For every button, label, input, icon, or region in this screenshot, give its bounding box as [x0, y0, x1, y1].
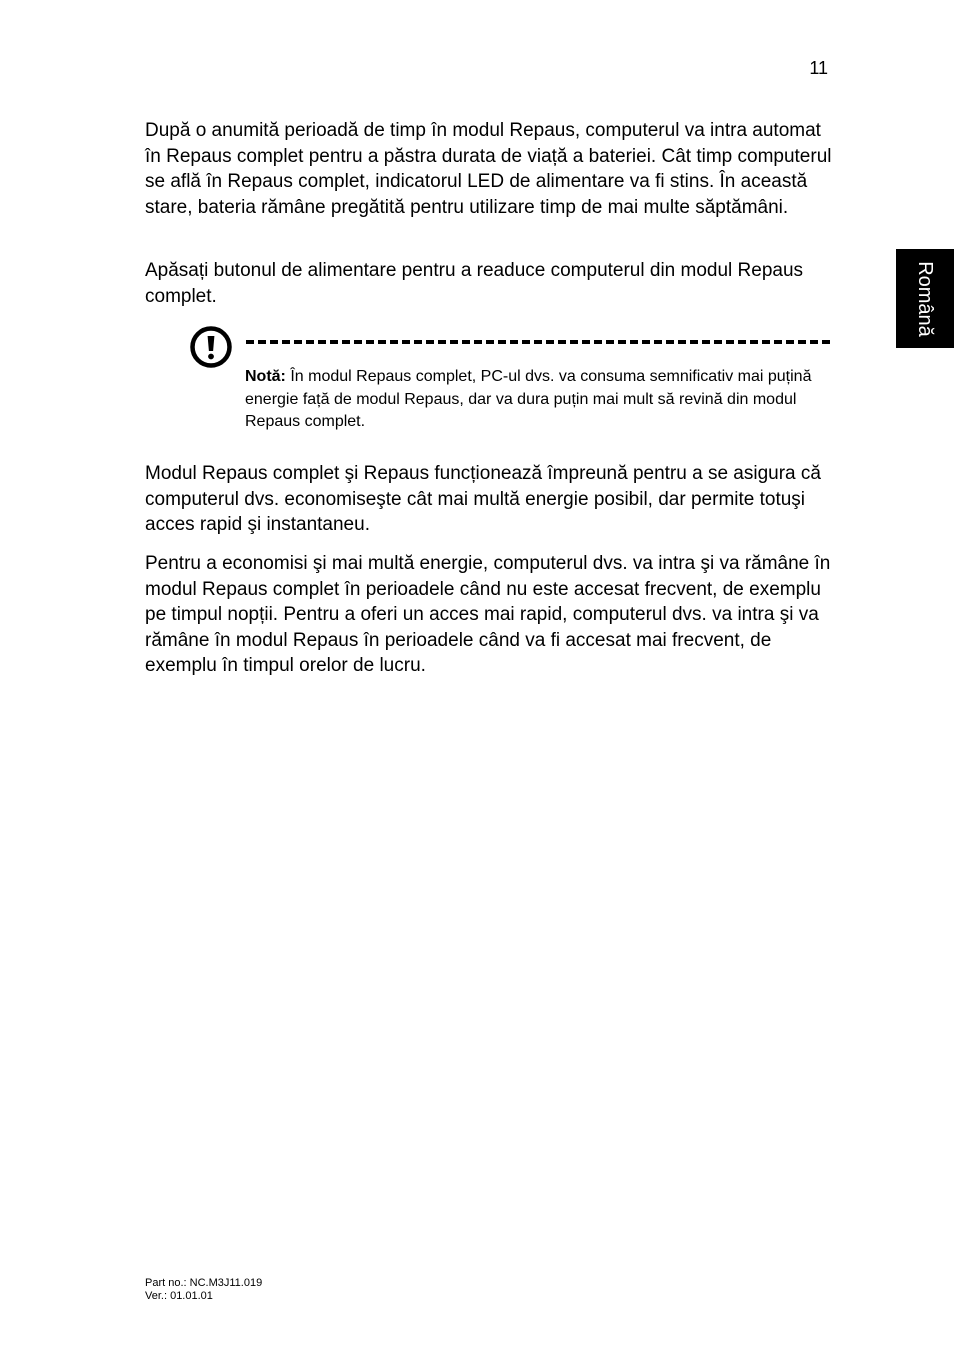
paragraph-power-button: Apăsați butonul de alimentare pentru a readuce computerul din modul Repaus complet. — [145, 260, 804, 307]
paragraph-modes-together: Modul Repaus complet şi Repaus funcționează împreună pentru a se asigura că computerul dvs. economiseşte cât mai multă energie posibil, dar permite totuşi acces rapid şi instantaneu. — [145, 463, 821, 535]
note-text — [245, 366, 830, 434]
footer — [145, 1277, 262, 1303]
paragraph-energy-saving: Pentru a economisi şi mai multă energie, computerul dvs. va intra şi va rămâne în modul Repaus complet în perioadele când nu este accesat frecvent, de exemplu pe timpul nopții. Pentru a oferi un acces mai rapid, computerul dvs. va intra şi va rămâne în modul Repaus în perioadele când va fi accesat mai frecvent, de exemplu în timpul orelor de lucru. — [145, 553, 831, 676]
language-tab-label: Română — [914, 260, 936, 337]
note-label: Notă: — [245, 368, 286, 385]
page-number: 11 — [809, 58, 828, 78]
language-tab — [896, 249, 954, 348]
note-body: În modul Repaus complet, PC-ul dvs. va consuma semnificativ mai puțină energie față de modul Repaus, dar va dura puțin mai mult să revină din modul Repaus complet. — [245, 368, 812, 430]
exclamation-circle-icon — [189, 325, 233, 369]
footer-part-number: Part no.: NC.M3J11.019 — [145, 1277, 263, 1289]
footer-version: Ver.: 01.01.01 — [145, 1290, 213, 1302]
note-dashed-divider — [246, 340, 830, 344]
paragraph-hibernation-intro: După o anumită perioadă de timp în modul Repaus, computerul va intra automat în Repaus complet pentru a păstra durata de viață a bateriei. Cât timp computerul se află în Repaus complet, indicatorul LED de alimentare va fi stins. În această stare, bateria rămâne pregătită pentru utilizare timp de mai multe săptămâni. — [145, 120, 832, 218]
